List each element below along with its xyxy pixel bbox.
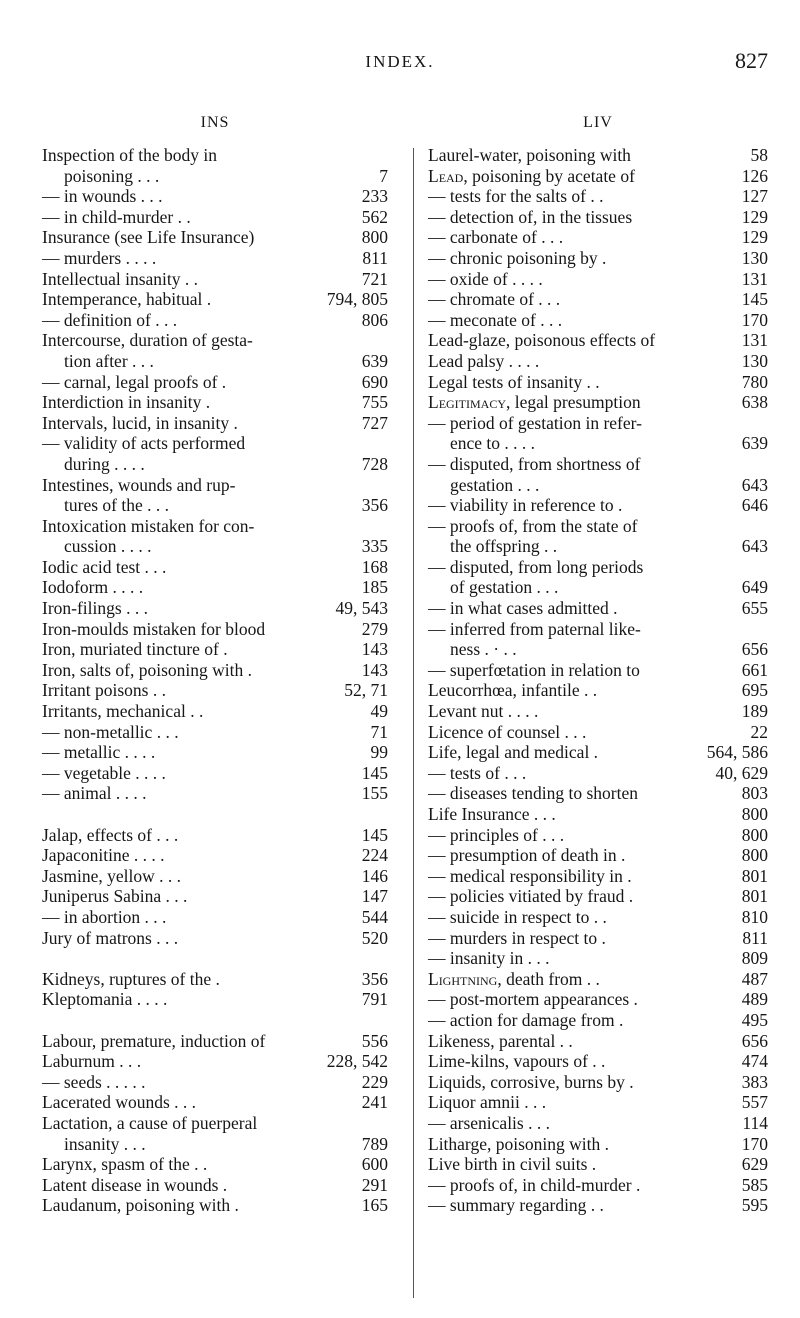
entry-text: — superfœtation in relation to [428,659,640,680]
entry-text: Litharge, poisoning with . [428,1133,609,1154]
entry-text: Intervals, lucid, in insanity . [42,412,238,433]
page-reference: 127 [741,186,768,207]
page-reference: 629 [741,1154,768,1175]
entry-headword: Lightning, [428,968,502,989]
page-number: 827 [735,48,768,73]
entry-text: tion after . . . [64,350,154,371]
index-entry [428,660,768,681]
index-entry [428,1010,768,1031]
page-reference: 58 [750,145,768,165]
page-reference: 145 [741,289,768,310]
entry-text: — carnal, legal proofs of . [42,371,227,392]
entry-text: ness . · . . [450,639,517,660]
entry-text: Laudanum, poisoning with . [42,1195,239,1216]
index-column-right [428,114,768,1216]
entry-text: — insanity in . . . [428,948,550,969]
entry-text: Insurance (see Life Insurance) [42,227,255,248]
entry-text: Iron, muriated tincture of . [42,639,228,660]
entry-text: Live birth in civil suits . [428,1154,597,1175]
entry-text: — chromate of . . . [428,289,561,310]
index-entry [42,186,388,207]
entry-text: — animal . . . . [42,783,147,804]
page-reference: 801 [741,886,768,907]
index-entry [428,1072,768,1093]
index-entry [428,1195,768,1216]
index-entry [42,866,388,887]
index-entry [428,1051,768,1072]
index-entry [428,680,768,701]
index-entry [42,1195,388,1216]
index-entry [42,330,388,371]
entry-headword: Lead, [428,165,468,186]
index-entry [42,660,388,681]
index-entry [428,948,768,969]
index-column-left [42,114,388,1216]
index-entry [428,763,768,784]
index-entry [42,763,388,784]
index-entry [42,1092,388,1113]
entry-text: — chronic poisoning by . [428,247,607,268]
index-entry [42,989,388,1010]
index-entry [42,722,388,743]
page-reference: 489 [741,989,768,1010]
page-reference: 789 [361,1133,388,1154]
index-entry [42,1154,388,1175]
page-reference: 556 [361,1030,388,1051]
entry-text: — definition of . . . [42,309,178,330]
index-entry [42,289,388,310]
index-entry [42,598,388,619]
entry-text: Laurel-water, poisoning with [428,145,631,165]
page-reference: 126 [741,165,768,186]
index-entry [42,907,388,928]
entry-text: Legitimacy, legal presumption [428,392,641,413]
index-entry [42,1175,388,1196]
page-reference: 229 [361,1071,388,1092]
entry-text: Interdiction in insanity . [42,392,211,413]
entry-text: — principles of . . . [428,824,565,845]
entry-text: — viability in reference to . [428,495,623,516]
entry-text: Intoxication mistaken for con- [42,515,255,536]
entry-text: — summary regarding . . [428,1195,604,1216]
entry-text: Leucorrhœa, infantile . . [428,680,598,701]
index-entry [428,722,768,743]
entry-headword: Legitimacy, [428,392,511,413]
entry-text: poisoning . . . [64,165,160,186]
entry-text: — post-mortem appearances . [428,989,638,1010]
page-reference: 800 [361,227,388,248]
page-reference: 170 [741,1133,768,1154]
index-entry [428,207,768,228]
index-entry [42,310,388,331]
page-reference: 600 [361,1154,388,1175]
index-entry [42,227,388,248]
page-reference: 639 [361,350,388,371]
index-entry [428,516,768,557]
index-entry [428,227,768,248]
page-reference: 810 [741,906,768,927]
page-reference: 562 [361,206,388,227]
entry-text: Iodic acid test . . . [42,556,167,577]
page-reference: 383 [741,1071,768,1092]
entry-text: — disputed, from long periods [428,556,644,577]
index-entry [428,619,768,660]
page-reference: 656 [741,639,768,660]
page-reference: 643 [741,536,768,557]
page-reference: 495 [741,1009,768,1030]
entry-text: — in what cases admitted . [428,598,618,619]
entry-text: insanity . . . [64,1133,146,1154]
entry-text: Likeness, parental . . [428,1030,573,1051]
index-entry [42,248,388,269]
index-entry [428,372,768,393]
index-entry [42,475,388,516]
page-reference: 145 [361,762,388,783]
index-entry [42,886,388,907]
page-reference: 131 [741,268,768,289]
entry-text: Intemperance, habitual . [42,289,212,310]
entry-text: — inferred from paternal like- [428,618,641,639]
page-reference: 643 [741,474,768,495]
entry-list [428,145,768,1216]
index-entry [42,516,388,557]
entry-text: Levant nut . . . . [428,701,539,722]
entry-text: Juniperus Sabina . . . [42,886,188,907]
entry-text: Lacerated wounds . . . [42,1092,197,1113]
column-heading: LIV [583,114,613,131]
entry-text: Japaconitine . . . . [42,845,165,866]
index-entry [42,619,388,640]
index-entry [428,866,768,887]
page-reference: 800 [741,824,768,845]
index-entry [428,598,768,619]
entry-text: Iron-filings . . . [42,598,148,619]
entry-text: — in wounds . . . [42,186,163,207]
entry-text: the offspring . . [450,536,558,557]
entry-text: — murders . . . . [42,247,157,268]
page-reference: 165 [361,1195,388,1216]
page-reference: 794, 805 [326,289,388,310]
page-reference: 228, 542 [326,1051,388,1072]
entry-text: — arsenicalis . . . [428,1112,550,1133]
page-header [0,44,800,84]
entry-text: Larynx, spasm of the . . [42,1154,208,1175]
entry-text: — detection of, in the tissues [428,206,633,227]
page-reference: 806 [361,309,388,330]
entry-text: Liquor amnii . . . [428,1092,547,1113]
index-entry [428,557,768,598]
entry-text: Latent disease in wounds . [42,1174,228,1195]
page-reference: 655 [741,598,768,619]
index-entry [42,1072,388,1093]
index-entry [428,845,768,866]
entry-list [42,145,388,1216]
index-entry [428,907,768,928]
entry-text: — oxide of . . . . [428,268,543,289]
entry-text: Irritant poisons . . [42,680,166,701]
page-reference: 487 [741,968,768,989]
page-reference: 585 [741,1174,768,1195]
page-reference: 695 [741,680,768,701]
entry-text: Life Insurance . . . [428,804,556,824]
index-entry [428,310,768,331]
index-entry [428,1031,768,1052]
page-reference: 727 [361,412,388,433]
entry-text: gestation . . . [450,474,540,495]
page-reference: 690 [361,371,388,392]
entry-text: — presumption of death in . [428,845,626,866]
page-reference: 130 [741,350,768,371]
page-reference: 170 [741,309,768,330]
index-entry [428,330,768,351]
index-entry [428,783,768,804]
index-entry [428,1092,768,1113]
entry-text: Lead-glaze, poisonous effects of [428,330,656,351]
page-reference: 811 [362,247,388,268]
index-entry [42,207,388,228]
entry-text: — carbonate of . . . [428,227,564,248]
entry-text: Laburnum . . . [42,1051,142,1072]
page-reference: 145 [361,824,388,845]
page-reference: 131 [741,330,768,351]
page-reference: 474 [741,1051,768,1072]
page-reference: 791 [361,989,388,1010]
entry-text: — diseases tending to shorten [428,783,638,804]
entry-text: Iron-moulds mistaken for blood [42,618,266,639]
index-entry [42,969,388,990]
section-gap [42,804,388,825]
index-entry [428,392,768,413]
page-reference: 544 [361,906,388,927]
page-reference: 129 [741,227,768,248]
index-entry [42,1113,388,1154]
index-entry [42,701,388,722]
page-reference: 224 [361,845,388,866]
entry-text: Iron, salts of, poisoning with . [42,659,252,680]
index-entry [42,577,388,598]
entry-text: Legal tests of insanity . . [428,371,600,392]
page-reference: 557 [741,1092,768,1113]
entry-text: — seeds . . . . . [42,1071,146,1092]
page-reference: 811 [742,927,768,948]
entry-text: Kleptomania . . . . [42,989,168,1010]
index-entry [428,351,768,372]
index-entry [42,639,388,660]
entry-text: — validity of acts performed [42,433,246,454]
entry-text: — proofs of, from the state of [428,515,638,536]
page-reference: 656 [741,1030,768,1051]
entry-text: — policies vitiated by fraud . [428,886,634,907]
index-entry [42,680,388,701]
entry-text: Jalap, effects of . . . [42,824,179,845]
index-entry [428,969,768,990]
entry-text: tures of the . . . [64,495,169,516]
entry-text: — action for damage from . [428,1009,624,1030]
page-reference: 800 [741,845,768,866]
index-entry [428,701,768,722]
page-reference: 22 [750,721,768,742]
entry-text: — disputed, from shortness of [428,453,641,474]
entry-text: Lactation, a cause of puerperal [42,1112,258,1133]
entry-text: — murders in respect to . [428,927,606,948]
entry-text: — metallic . . . . [42,742,156,763]
index-entry [428,269,768,290]
page-reference: 40, 629 [715,762,768,783]
page-reference: 189 [741,701,768,722]
index-entry [42,742,388,763]
index-entry [428,495,768,516]
index-entry [42,392,388,413]
entry-text: — tests of . . . [428,762,527,783]
page-reference: 595 [741,1195,768,1216]
index-entry [42,1031,388,1052]
page-reference: 168 [361,556,388,577]
page-reference: 129 [741,206,768,227]
page-reference: 291 [361,1174,388,1195]
index-entry [42,145,388,186]
entry-text: Lead, poisoning by acetate of [428,165,635,186]
page-reference: 780 [741,371,768,392]
page-reference: 185 [361,577,388,598]
page-reference: 661 [741,659,768,680]
entry-text: Kidneys, ruptures of the . [42,968,220,989]
page-reference: 49, 543 [335,598,388,619]
page-reference: 114 [742,1112,768,1133]
index-entry [428,804,768,825]
index-entry [42,825,388,846]
page-reference: 71 [370,721,388,742]
index-entry [42,433,388,474]
index-entry [42,845,388,866]
entry-text: ence to . . . . [450,433,536,454]
entry-text: Intellectual insanity . . [42,268,198,289]
index-entry [42,413,388,434]
page-reference: 803 [741,783,768,804]
page-reference: 146 [361,865,388,886]
page-reference: 520 [361,927,388,948]
page-reference: 356 [361,968,388,989]
page-reference: 279 [361,618,388,639]
index-entry [42,928,388,949]
column-divider [413,148,414,1298]
column-heading: INS [200,114,230,131]
entry-text: Lightning, death from . . [428,968,600,989]
index-entry [42,372,388,393]
section-gap [42,948,388,969]
entry-text: — period of gestation in refer- [428,412,642,433]
entry-text: — non-metallic . . . [42,721,179,742]
entry-text: during . . . . [64,453,145,474]
page-reference: 99 [370,742,388,763]
page-reference: 564, 586 [706,742,768,763]
entry-text: Jury of matrons . . . [42,927,179,948]
entry-text: Life, legal and medical . [428,742,599,763]
index-entry [428,1154,768,1175]
entry-text: Jasmine, yellow . . . [42,865,182,886]
page-reference: 52, 71 [344,680,388,701]
page-reference: 147 [361,886,388,907]
entry-text: Liquids, corrosive, burns by . [428,1071,634,1092]
page-reference: 646 [741,495,768,516]
index-entry [428,186,768,207]
index-entry [42,1051,388,1072]
index-entry [428,1134,768,1155]
page-reference: 7 [379,165,388,186]
entry-text: cussion . . . . [64,536,152,557]
index-entry [428,166,768,187]
page-reference: 143 [361,659,388,680]
entry-text: — tests for the salts of . . [428,186,604,207]
entry-text: — medical responsibility in . [428,865,632,886]
index-entry [428,454,768,495]
entry-text: Lead palsy . . . . [428,350,540,371]
page-reference: 800 [741,804,768,824]
entry-text: Inspection of the body in [42,145,217,165]
entry-text: Lime-kilns, vapours of . . [428,1051,606,1072]
entry-text: — proofs of, in child-murder . [428,1174,641,1195]
entry-text: — suicide in respect to . . [428,906,607,927]
page-reference: 49 [370,701,388,722]
index-entry [428,289,768,310]
index-entry [428,1175,768,1196]
entry-text: — in child-murder . . [42,206,191,227]
page-reference: 335 [361,536,388,557]
index-entry [428,145,768,166]
entry-text: Intercourse, duration of gesta- [42,330,253,351]
page-reference: 649 [741,577,768,598]
page-reference: 639 [741,433,768,454]
index-entry [42,783,388,804]
section-gap [42,1010,388,1031]
index-entry [428,413,768,454]
index-entry [42,269,388,290]
page-reference: 143 [361,639,388,660]
page-reference: 233 [361,186,388,207]
index-entry [428,886,768,907]
index-entry [428,742,768,763]
entry-text: Labour, premature, induction of [42,1030,266,1051]
page-reference: 755 [361,392,388,413]
page-reference: 241 [361,1092,388,1113]
index-entry [42,557,388,578]
running-title: INDEX. [365,52,435,71]
page-reference: 638 [741,392,768,413]
page-reference: 728 [361,453,388,474]
index-entry [428,928,768,949]
page-reference: 721 [361,268,388,289]
page-reference: 356 [361,495,388,516]
page-reference: 801 [741,865,768,886]
entry-text: of gestation . . . [450,577,559,598]
entry-text: Irritants, mechanical . . [42,701,204,722]
index-entry [428,825,768,846]
page-reference: 130 [741,247,768,268]
entry-text: Licence of counsel . . . [428,721,587,742]
index-entry [428,1113,768,1134]
entry-text: Iodoform . . . . [42,577,144,598]
page-reference: 155 [361,783,388,804]
page-reference: 809 [741,948,768,969]
entry-text: — in abortion . . . [42,906,167,927]
entry-text: Intestines, wounds and rup- [42,474,236,495]
index-entry [428,248,768,269]
entry-text: — vegetable . . . . [42,762,166,783]
entry-text: — meconate of . . . [428,309,563,330]
index-entry [428,989,768,1010]
